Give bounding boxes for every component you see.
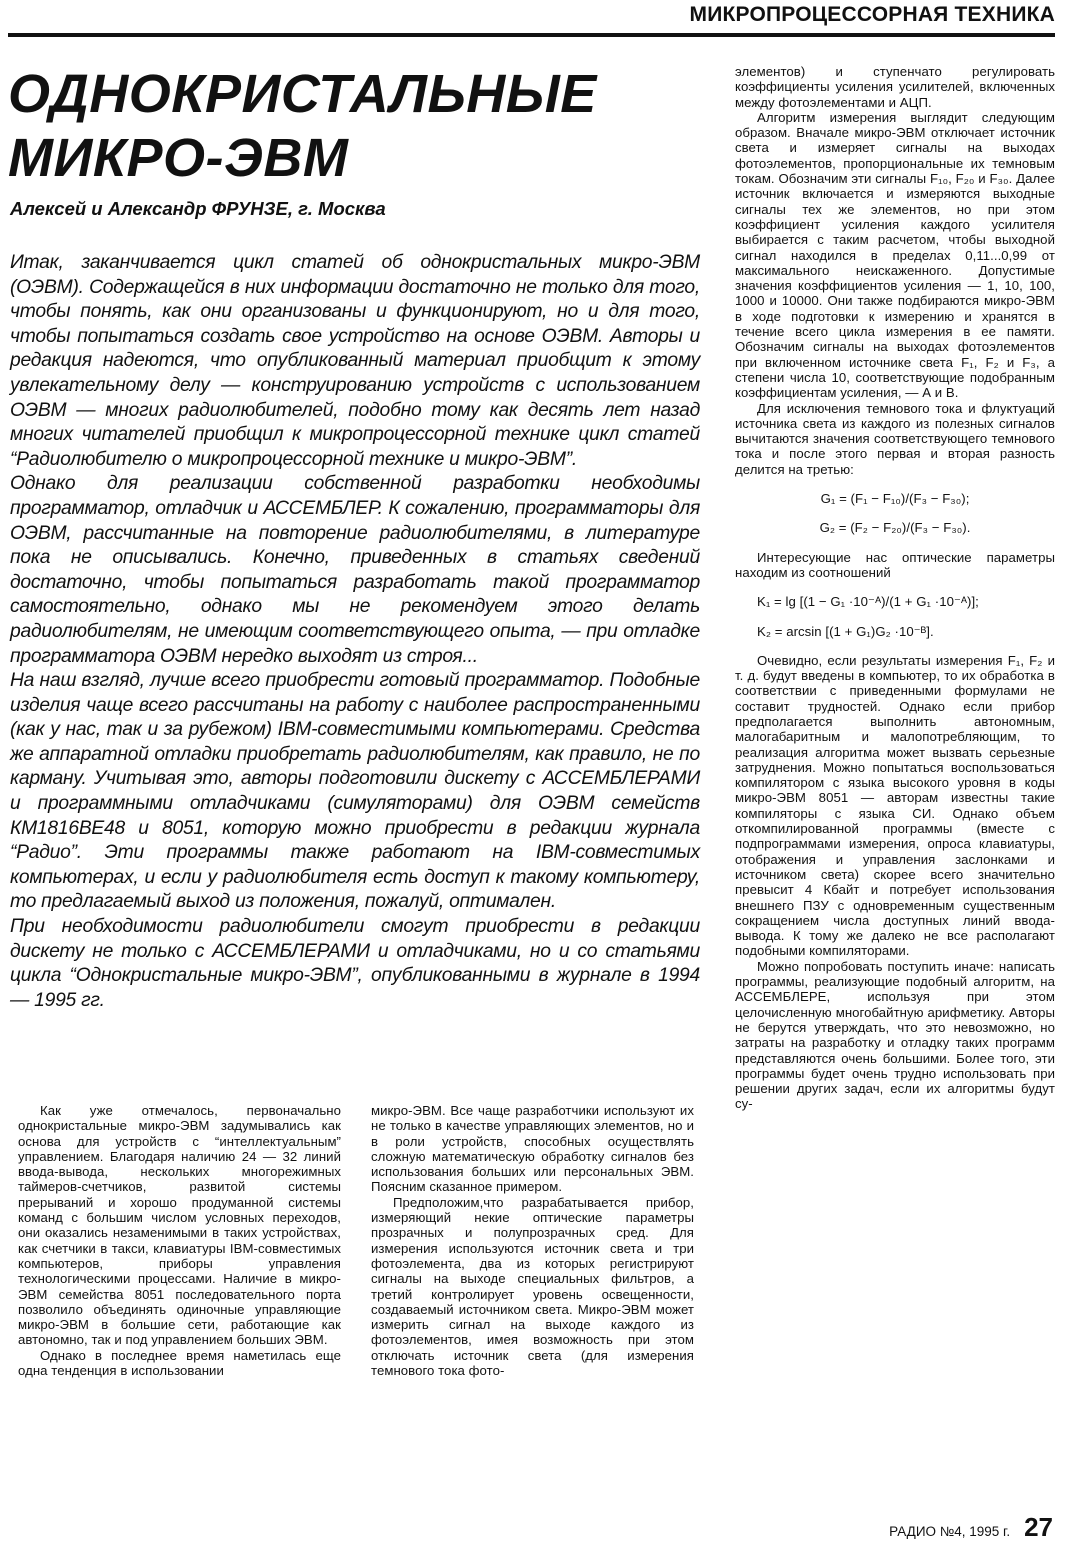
- page-header: [0, 0, 1081, 40]
- intro-paragraph: Однако для реализации собственной разработки необходимы программатор, отладчик и АССЕМБЛЕР. К сожалению, программаторы для ОЭВМ, рассчитанные на повторение радиолюбителями, в литературе пока не описывались. Конечно, приведенных в статьях сведений достаточно, чтобы попытаться разработать такой программатор самостоятельно, однако мы не рекомендуем этого делать радиолюбителям, не имеющим соответствующего опыта, — при отладке программатора ОЭВМ нередко выходят из строя...: [10, 473, 700, 667]
- body-paragraph: Однако в последнее время наметилась еще одна тенденция в использовании: [18, 1347, 341, 1379]
- intro-paragraph: Итак, заканчивается цикл статей об однокристальных микро-ЭВМ (ОЭВМ). Содержащейся в них информации достаточно не только для того, чтобы понять, как они организованы и функционируют, но и для того, чтобы попытаться создать свое устройство на основе ОЭВМ. Авторы и редакция надеются, что опубликованный материал приобщит к этому увлекательному делу — конструированию устройств с использованием ОЭВМ — многих радиолюбителей, подобно тому как десять лет назад многих читателей приобщил к микропроцессорной технике цикл статей “Радиолюбителю о микропроцессорной технике и микро-ЭВМ”.: [10, 252, 700, 470]
- bottom-column-2: [371, 1103, 694, 1378]
- text-span: . Далее источник включается и измеряются выходные сигналы тех же элементов, но при этом коэффициент усиления каждого усилителя выбирается с таким расчетом, чтобы выходной сигнал находился в пределах 0,11...0,99 от максимального неискаженного. Допустимые значения коэффициентов усиления — 1, 10, 100, 1000 и 10000. Они также подбираются микро-ЭВМ в ходе подготовки к измерению и хранятся в течение всего цикла измерения в ее памяти. Обозначим сигналы на выходах фотоэлементов при включенном источнике света: [735, 171, 1055, 370]
- formula-g1: G₁ = (F₁ − F₁₀)/(F₃ − F₃₀);: [820, 491, 970, 507]
- body-paragraph: Очевидно, если результаты измерения F₁, F₂ и т. д. будут введены в компьютер, то их обработка в соответствии с приведенными формулами не составит трудностей. Однако если прибор предполагается выполнить автономным, малогабаритным и малопотребляющим, то реализация алгоритма может вызвать серьезные затруднения. Можно попытаться воспользоваться компилятором с языка высокого уровня в коды микро-ЭВМ 8051 — авторам известны такие компиляторы с языка СИ. Однако объем откомпилированной программы (вместе с подпрограммами измерения, опроса клавиатуры, отображения и управления заслонками и источником света) скорее всего значительно превысит 4 Кбайт и потребует использования внешнего ПЗУ с одновременным существенным сокращением числа доступных линий ввода-вывода. К тому же далеко не все располагают подобными компиляторами.: [735, 652, 1055, 959]
- article-title-line-1: ОДНОКРИСТАЛЬНЫЕ: [8, 64, 597, 124]
- body-paragraph: Предположим,что разрабатывается прибор, измеряющий некие оптические параметры прозрачных и полупрозрачных сред. Для измерения используются источник света и три фотоэлемента, два из которых регистрируют сигналы на выходе специальных фильтров, а третий контролирует уровень освещенности, создаваемый источником света. Микро-ЭВМ может измерить сигнал на выходе каждого из фотоэлементов, имея возможность при этом отключать источник света (для измерения темнового тока фото-: [371, 1194, 694, 1379]
- body-paragraph: микро-ЭВМ. Все чаще разработчики используют их не только в качестве управляющих элементов, но и в роли устройств, способных осуществлять сложную математическую обработку сигналов без использования больших или персональных ЭВМ. Поясним сказанное примером.: [371, 1103, 694, 1195]
- page-footer: [889, 1512, 1053, 1543]
- intro-paragraph: При необходимости радиолюбители смогут приобрести в редакции дискету не только с АССЕМБЛЕРАМИ и отладчиками, но и со статьями цикла “Однокристальные микро-ЭВМ”, опубликованными в журнале в 1994 — 1995 гг.: [10, 916, 700, 1011]
- body-paragraph: элементов) и ступенчато регулировать коэффициенты усиления усилителей, включенных между фотоэлементами и АЦП.: [735, 64, 1055, 110]
- article-title-line-2: МИКРО-ЭВМ: [8, 128, 349, 188]
- light-signals: F₁, F₂ и F₃: [961, 354, 1036, 370]
- issue-label: РАДИО №4, 1995 г.: [889, 1524, 1011, 1539]
- header-rule: [8, 33, 1055, 37]
- dark-signals: F₁₀, F₂₀ и F₃₀: [929, 171, 1009, 187]
- section-title: МИКРОПРОЦЕССОРНАЯ ТЕХНИКА: [689, 3, 1055, 26]
- formula-k1: K₁ = lg [(1 − G₁ ·10⁻ᴬ)/(1 + G₁ ·10⁻ᴬ)];: [757, 594, 979, 610]
- text-span: Алгоритм измерения выглядит следующим образом. Вначале микро-ЭВМ отключает источник света и измеряет сигналы на выходах фотоэлементов, пропорциональные их темновым токам. Обозначим эти сигналы: [735, 109, 1055, 187]
- article-title: [8, 62, 708, 190]
- page-number: 27: [1024, 1512, 1053, 1542]
- formula-k2: K₂ = arcsin [(1 + G₁)G₂ ·10⁻ᴮ].: [757, 623, 934, 639]
- body-paragraph: Для исключения темнового тока и флуктуаций источника света из каждого из полезных сигналов вычитаются значения соответствующего темнового тока и после этого первая и вторая разность делится на третью:: [735, 400, 1055, 477]
- intro-paragraph: На наш взгляд, лучше всего приобрести готовый программатор. Подобные изделия чаще всего рассчитаны на работу с наиболее распространенными (как у нас, так и за рубежом) IBM-совместимыми компьютерами. Средства же аппаратной отладки приобретать радиолюбителям, как правило, не по карману. Учитывая это, авторы подготовили дискету с АССЕМБЛЕРАМИ и программными отладчиками (симуляторами) для ОЭВМ семейств КМ1816ВЕ48 и 8051, которую можно приобрести в редакции журнала “Радио”. Эти программы также работают на IBM-совместимых компьютерах, и если у радиолюбителя есть доступ к такому компьютеру, то предлагаемый выход из положения, пожалуй, оптимален.: [10, 670, 700, 913]
- text-span: , а степени числа 10, соответствующие подобранным коэффициентам усиления, — А и В.: [735, 354, 1055, 401]
- body-paragraph: Как уже отмечалось, первоначально однокристальные микро-ЭВМ задумывались как основа для устройств с “интеллектуальным” управлением. Благодаря наличию 24 — 32 линий ввода-вывода, нескольких многорежимных таймеров-счетчиков, развитой системы прерываний и хорошо продуманной системы команд с большим числом условных переходов, они оказались незаменимыми в таких устройствах, как счетчики в такси, клавиатуры IBM-совместимых компьютеров, приборы управления технологическими процессами. Наличие в микро-ЭВМ семейства 8051 последовательного порта позволило объединять одиночные управляющие микро-ЭВМ в большие сети, работающие как автономно, так и под управлением больших ЭВМ.: [18, 1103, 341, 1348]
- article-author: Алексей и Александр ФРУНЗЕ, г. Москва: [10, 198, 386, 219]
- bottom-column-1: [18, 1103, 341, 1378]
- article-intro: [10, 251, 700, 1013]
- body-paragraph: Можно попробовать поступить иначе: написать программы, реализующие подобный алгоритм, на АССЕМБЛЕРЕ, используя при этом целочисленную многобайтную арифметику. Авторы не берутся утверждать, что это невозможно, но затраты на разработку и отладку таких программ представляются очень большими. Более того, эти программы будет очень трудно использовать при решении других задач, если их алгоритмы будут су-: [735, 958, 1055, 1112]
- formula-g2: G₂ = (F₂ − F₂₀)/(F₃ − F₃₀).: [819, 520, 971, 536]
- right-column: [735, 64, 1055, 1112]
- body-paragraph: Интересующие нас оптические параметры находим из соотношений: [735, 549, 1055, 580]
- body-paragraph: [735, 110, 1055, 401]
